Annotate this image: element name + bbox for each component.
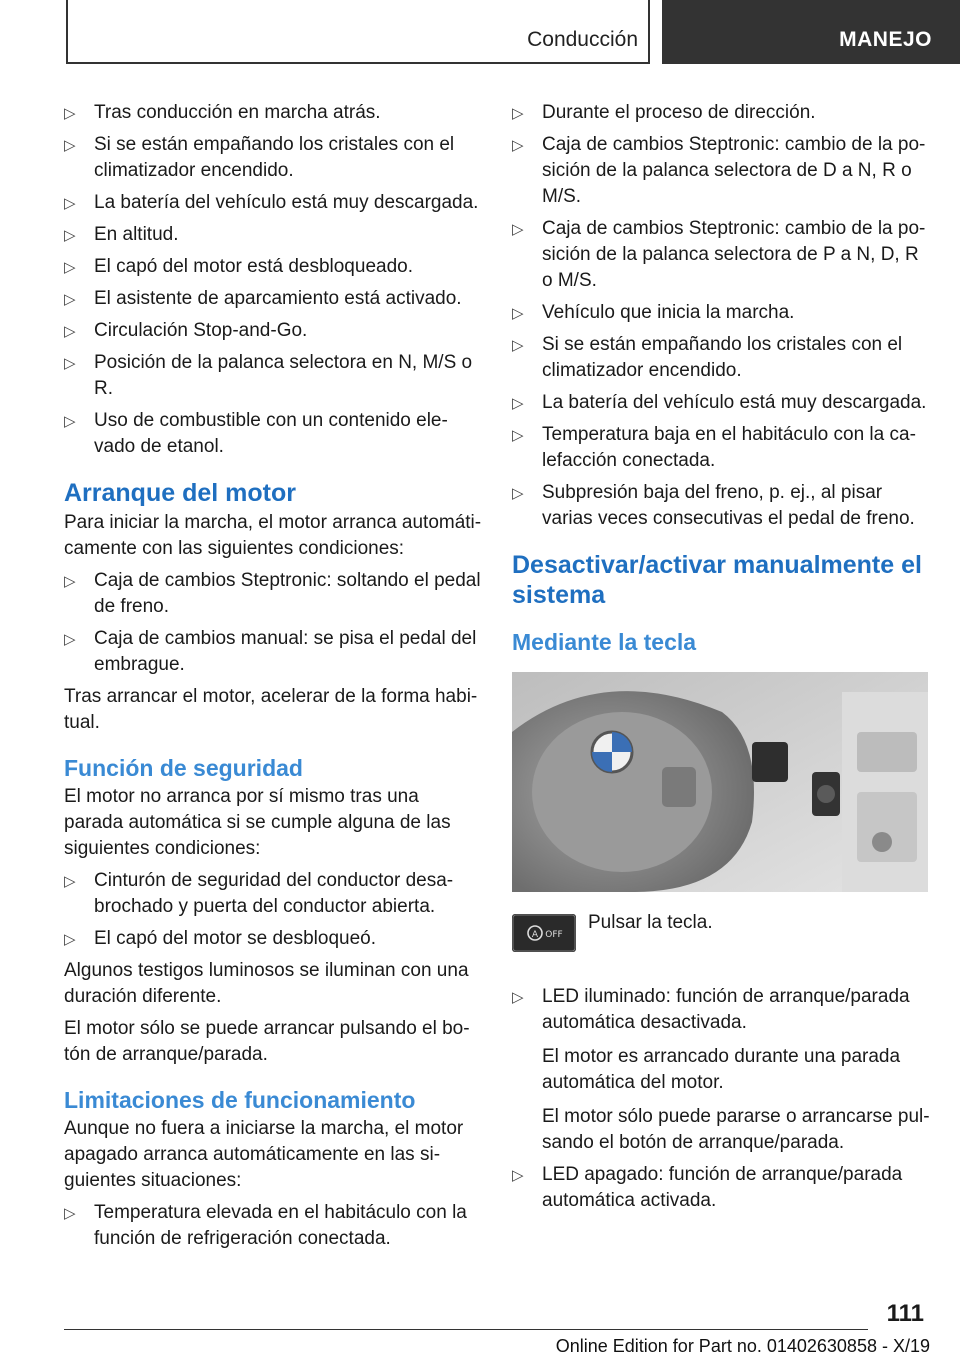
triangle-bullet-icon: ▷ [64,355,76,372]
triangle-bullet-icon: ▷ [64,195,76,212]
header-chapter-box [662,0,960,64]
triangle-bullet-icon: ▷ [512,305,524,322]
triangle-bullet-icon: ▷ [512,485,524,502]
triangle-bullet-icon: ▷ [512,137,524,154]
triangle-bullet-icon: ▷ [64,873,76,890]
list-item: ▷ Caja de cambios Steptronic: cambio de la posición de la palanca selectora de P a N, D, R o M/S. [512,218,926,291]
bullet-list [64,1200,482,1252]
bullet-list [64,868,482,952]
list-item: ▷ Uso de combustible con un contenido elevado de etanol. [64,410,448,457]
list-item: ▷ El capó del motor se desbloqueó. [64,926,482,952]
list-item: ▷ El capó del motor está desbloqueado. [64,254,482,280]
paragraph: Aunque no fuera a iniciarse la marcha, el motor apagado arranca automáticamente en las siguientes situaciones: [64,1118,464,1191]
paragraph: El motor no arranca por sí mismo tras una parada automática si se cumple alguna de las siguientes condiciones: [64,786,451,859]
list-item: ▷ LED iluminado: función de arranque/parada automática desactivada. El motor es arrancado durante una parada automática del motor. El motor sólo puede pararse o arrancarse pulsando el botón de arranque/parada. [512,984,932,1156]
footer-divider [64,1329,868,1330]
bullet-list [64,568,482,678]
list-item: ▷ Circulación Stop-and-Go. [64,318,482,344]
svg-text:OFF: OFF [545,930,563,940]
bullet-list [512,984,932,1214]
list-item: ▷ El asistente de aparcamiento está activado. [64,286,482,312]
heading-arranque-del-motor: Arranque del motor [64,479,296,507]
triangle-bullet-icon: ▷ [512,105,524,122]
list-item: ▷ Caja de cambios manual: se pisa el pedal del embrague. [64,628,477,675]
triangle-bullet-icon: ▷ [512,989,524,1006]
paragraph: El motor sólo se puede arrancar pulsando el botón de arranque/parada. [64,1018,470,1065]
triangle-bullet-icon: ▷ [64,931,76,948]
sub-paragraph: El motor es arrancado durante una parada automática del motor. [542,1046,901,1093]
header-chapter-title: MANEJO [839,28,932,51]
list-item: ▷ LED apagado: función de arranque/parada automática activada. [512,1164,903,1211]
triangle-bullet-icon: ▷ [64,413,76,430]
paragraph: Para iniciar la marcha, el motor arranca automáticamente con las siguientes condiciones: [64,512,482,559]
button-instruction [512,910,932,964]
footer-edition-text: Online Edition for Part no. 01402630858 - X/19 [555,1336,930,1356]
paragraph: Algunos testigos luminosos se iluminan con una duración diferente. [64,960,469,1007]
triangle-bullet-icon: ▷ [64,227,76,244]
triangle-bullet-icon: ▷ [64,573,76,590]
list-item: ▷ Caja de cambios Steptronic: cambio de la posición de la palanca selectora de D a N, R o M/S. [512,134,926,207]
list-item: ▷ Subpresión baja del freno, p. ej., al pisar varias veces consecutivas el pedal de freno. [512,482,915,529]
list-item: ▷ La batería del vehículo está muy descargada. [512,390,932,416]
triangle-bullet-icon: ▷ [64,259,76,276]
bullet-list [64,100,482,460]
triangle-bullet-icon: ▷ [512,337,524,354]
right-column [512,100,932,1220]
triangle-bullet-icon: ▷ [64,137,76,154]
header-section-title: Conducción [527,28,638,51]
heading-limitaciones: Limitaciones de funcionamiento [64,1087,416,1113]
list-item: ▷ Posición de la palanca selectora en N, M/S o R. [64,352,473,399]
press-key-text: Pulsar la tecla. [588,912,713,933]
header-divider [66,62,650,64]
list-item: ▷ Si se están empañando los cristales con el climatizador encendido. [64,134,455,181]
triangle-bullet-icon: ▷ [64,105,76,122]
list-item: ▷ Tras conducción en marcha atrás. [64,100,482,126]
steering-wheel-photo [512,672,928,892]
triangle-bullet-icon: ▷ [64,1205,76,1222]
sub-paragraph: El motor sólo puede pararse o arrancarse pulsando el botón de arranque/parada. [542,1106,930,1153]
triangle-bullet-icon: ▷ [64,323,76,340]
list-item: ▷ Temperatura baja en el habitáculo con la calefacción conectada. [512,424,916,471]
list-item: ▷ Temperatura elevada en el habitáculo con la función de refrigeración conectada. [64,1202,467,1249]
list-item: ▷ Caja de cambios Steptronic: soltando el pedal de freno. [64,570,481,617]
triangle-bullet-icon: ▷ [64,631,76,648]
cockpit-illustration [512,672,928,892]
list-item: ▷ En altitud. [64,222,482,248]
left-column [64,100,482,1258]
list-item: ▷ Si se están empañando los cristales con el climatizador encendido. [512,334,903,381]
list-item: ▷ Durante el proceso de dirección. [512,100,932,126]
triangle-bullet-icon: ▷ [512,427,524,444]
list-item: ▷ Cinturón de seguridad del conductor desabrochado y puerta del conductor abierta. [64,870,454,917]
page-number: 111 [886,1300,924,1327]
heading-desactivar-activar: Desactivar/activar manualmente el sistema [512,551,922,609]
svg-text:A: A [531,930,539,940]
triangle-bullet-icon: ▷ [512,395,524,412]
auto-start-stop-off-icon [512,914,576,952]
paragraph: Tras arrancar el motor, acelerar de la forma habitual. [64,686,478,733]
heading-mediante-la-tecla: Mediante la tecla [512,629,697,655]
header-divider [66,0,68,64]
list-item: ▷ La batería del vehículo está muy descargada. [64,190,482,216]
triangle-bullet-icon: ▷ [512,1167,524,1184]
heading-funcion-de-seguridad: Función de seguridad [64,755,303,781]
list-item: ▷ Vehículo que inicia la marcha. [512,300,932,326]
bullet-list [512,100,932,532]
header-divider [648,0,650,64]
page-header [0,0,960,66]
triangle-bullet-icon: ▷ [512,221,524,238]
triangle-bullet-icon: ▷ [64,291,76,308]
